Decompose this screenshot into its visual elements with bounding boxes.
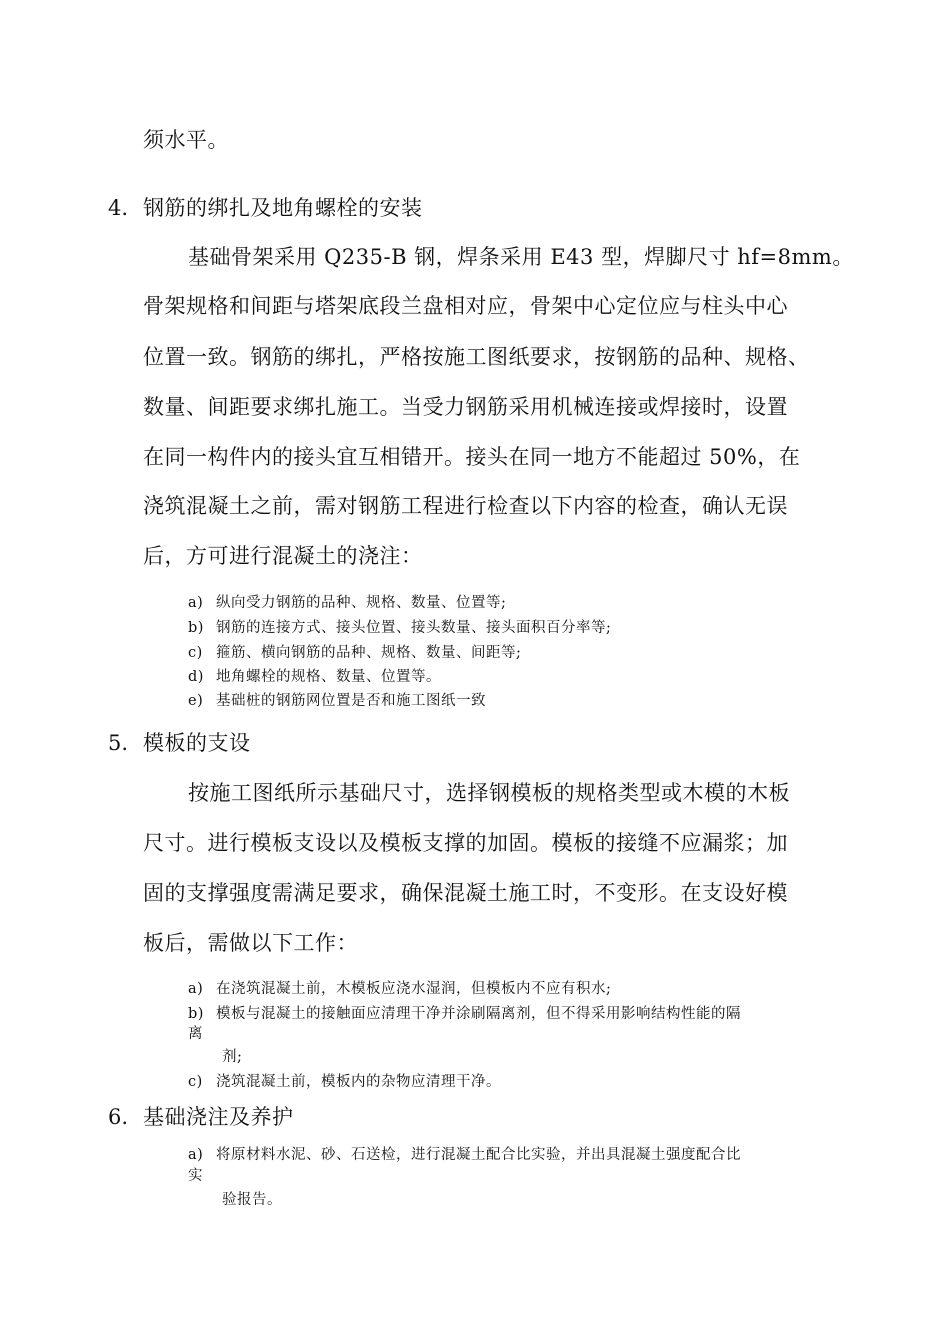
paragraph-line: 基础骨架采用 Q235-B 钢，焊条采用 E43 型，焊脚尺寸 hf=8mm。 [188,245,854,269]
list-item-text: 地角螺栓的规格、数量、位置等。 [216,669,441,685]
list-item [188,643,521,663]
list-item [188,667,441,687]
paragraph-line: 数量、间距要求绑扎施工。当受力钢筋采用机械连接或焊接时，设置 [143,395,788,419]
section-number: 5. [108,731,129,755]
list-item-text: 模板与混凝土的接触面应清理干净并涂刷隔离剂，但不得采用影响结构性能的隔 [216,1006,741,1022]
paragraph-line: 尺寸。进行模板支设以及模板支撑的加固。模板的接缝不应漏浆；加 [143,831,788,855]
list-marker: e) [188,693,204,709]
list-marker: b) [188,620,204,636]
list-item-continuation: 验报告。 [222,1192,282,1208]
list-item [188,979,611,999]
list-item [188,1004,741,1024]
paragraph-line: 在同一构件内的接头宜互相错开。接头在同一地方不能超过 50%，在 [143,445,801,469]
list-item-text: 箍筋、横向钢筋的品种、规格、数量、间距等; [216,645,522,661]
section-number: 6. [108,1105,129,1129]
paragraph-line: 骨架规格和间距与塔架底段兰盘相对应，骨架中心定位应与柱头中心 [143,294,788,318]
paragraph-line: 后，方可进行混凝土的浇注： [143,544,423,568]
list-item-continuation: 实 [188,1168,203,1184]
list-item [188,1145,741,1165]
paragraph-line: 须水平。 [143,128,229,152]
list-item [188,1072,501,1092]
paragraph-line: 按施工图纸所示基础尺寸，选择钢模板的规格类型或木模的木板 [188,781,790,805]
list-item-text: 在浇筑混凝土前，木模板应浇水湿润，但模板内不应有积水; [216,981,612,997]
section-heading: 钢筋的绑扎及地角螺栓的安装 [143,196,423,220]
paragraph-line: 浇筑混凝土之前，需对钢筋工程进行检查以下内容的检查，确认无误 [143,494,788,518]
list-item [188,593,506,613]
list-item-continuation: 离 [188,1026,203,1042]
list-item-text: 浇筑混凝土前，模板内的杂物应清理干净。 [216,1074,501,1090]
list-marker: a) [188,981,204,997]
list-marker: d) [188,669,204,685]
list-item-text: 纵向受力钢筋的品种、规格、数量、位置等; [216,595,507,611]
list-item [188,691,486,711]
list-marker: b) [188,1006,204,1022]
paragraph-line: 固的支撑强度需满足要求，确保混凝土施工时，不变形。在支设好模 [143,881,788,905]
list-marker: a) [188,1147,204,1163]
list-item-text: 基础桩的钢筋网位置是否和施工图纸一致 [216,693,486,709]
paragraph-line: 位置一致。钢筋的绑扎，严格按施工图纸要求，按钢筋的品种、规格、 [143,345,810,369]
section-number: 4. [108,196,129,220]
list-marker: c) [188,1074,203,1090]
list-item-text: 将原材料水泥、砂、石送检，进行混凝土配合比实验，并出具混凝土强度配合比 [216,1147,741,1163]
list-item [188,618,611,638]
list-marker: a) [188,595,204,611]
section-heading: 基础浇注及养护 [143,1105,294,1129]
list-marker: c) [188,645,203,661]
section-heading: 模板的支设 [143,731,251,755]
list-item-continuation: 剂; [222,1049,243,1065]
list-item-text: 钢筋的连接方式、接头位置、接头数量、接头面积百分率等; [216,620,612,636]
paragraph-line: 板后，需做以下工作： [143,931,358,955]
